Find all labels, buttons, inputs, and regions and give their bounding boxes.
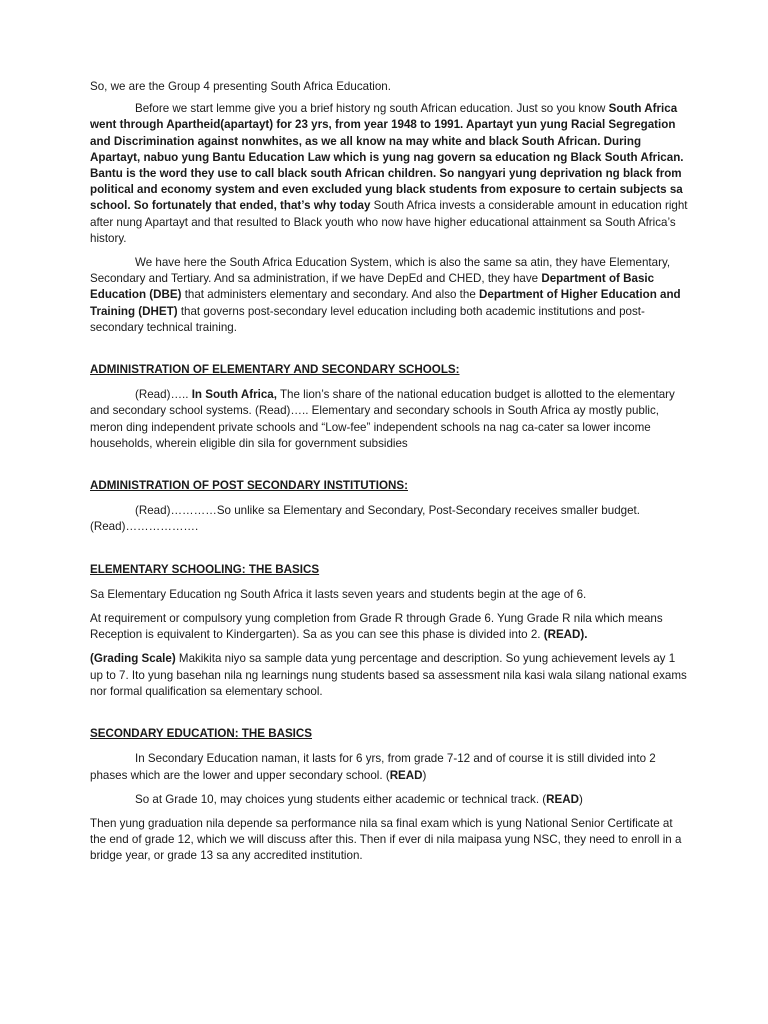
- intro-line: So, we are the Group 4 presenting South Africa Education.: [90, 80, 391, 93]
- heading-admin-post-secondary: ADMINISTRATION OF POST SECONDARY INSTITUTIONS:: [90, 479, 408, 493]
- heading-admin-elementary: ADMINISTRATION OF ELEMENTARY AND SECONDARY SCHOOLS:: [90, 363, 460, 377]
- grade10-paragraph: [90, 792, 688, 808]
- system-text-a: We have here the South Africa Education System, which is also the same sa atin, they have Elementary, Secondary and Tertiary. And sa administration, if we have DepEd and CHED, they have: [90, 256, 671, 286]
- grade10-text-a: So at Grade 10, may choices yung students either academic or technical track. (: [135, 792, 547, 806]
- system-paragraph: [90, 255, 688, 336]
- history-text-c: South Africa invests a considerable amount in education right after nung Apartayt and that resulted to Black youth who now have higher educational attainment sa South Africa’s history.: [90, 199, 688, 245]
- system-text-c: that administers elementary and secondary. And also the: [181, 288, 479, 302]
- system-text-e: that governs post-secondary level education including both academic institutions and post-secondary technical training.: [90, 304, 645, 334]
- requirement-text: At requirement or compulsory yung completion from Grade R through Grade 6. Yung Grade R nila which means Reception is equivalent to Kindergarten). Sa as you can see this phase is divided into 2.: [90, 612, 663, 642]
- admin-post-secondary-paragraph: (Read)…………So unlike sa Elementary and Secondary, Post-Secondary receives smaller budget. (Read)……………….: [90, 504, 640, 534]
- heading-elementary-basics: ELEMENTARY SCHOOLING: THE BASICS: [90, 562, 320, 576]
- history-text-a: Before we start lemme give you a brief history ng south African education. Just so you know: [135, 102, 609, 116]
- secondary-read-label: READ: [389, 768, 423, 782]
- grading-scale-label: (Grading Scale): [90, 652, 176, 666]
- grading-scale-text: Makikita niyo sa sample data yung percentage and description. So yung achievement levels ay 1 up to 7. Ito yung basehan nila ng learnings nung students based sa assessment nila kasi wala silang national exams nor formal qualification sa elementary school.: [90, 652, 687, 698]
- elementary-requirement-paragraph: [90, 611, 688, 643]
- admin-elem-text-c: The lion’s share of the national education budget is allotted to the elementary and secondary school systems. (Read)….. Elementary and secondary schools in South Africa ay mostly public, meron ding independent private schools and “Low-fee” independent schools na nag ca-cater sa lower income households, wherein eligible din sila for government subsidies: [90, 388, 675, 450]
- dhet-label: Department of Higher Education and Training (DHET): [90, 288, 681, 318]
- grading-scale-paragraph: [90, 651, 688, 700]
- secondary-duration-paragraph: [90, 751, 688, 783]
- elementary-duration-paragraph: Sa Elementary Education ng South Africa it lasts seven years and students begin at the age of 6.: [90, 587, 587, 601]
- grade10-read-label: READ: [546, 792, 579, 806]
- admin-elementary-paragraph: [90, 387, 688, 452]
- dbe-label: Department of Basic Education (DBE): [90, 272, 655, 302]
- history-paragraph: [90, 101, 688, 247]
- secondary-text-c: ): [422, 768, 427, 782]
- secondary-text-a: In Secondary Education naman, it lasts for 6 yrs, from grade 7-12 and of course it is still divided into 2 phases which are the lower and upper secondary school. (: [90, 752, 656, 782]
- history-text-bold: South Africa went through Apartheid(apartayt) for 23 yrs, from year 1948 to 1991. Apartayt yun yung Racial Segregation and Discrimination against nonwhites, as we all know na may white and black South African. During Apartayt, nabuo yung Bantu Education Law which is yung nag govern sa education ng Black South African. Bantu is the word they use to call black south African children. So nangyari yung deprivation ng black from political and economy system and even excluded yung black students from exposure to certain subjects sa school. So fortunately that ended, that’s why today: [90, 102, 684, 213]
- admin-elem-text-a: (Read)…..: [135, 388, 192, 402]
- grade10-text-c: ): [579, 792, 583, 806]
- admin-elem-text-bold: In South Africa,: [191, 388, 277, 402]
- heading-secondary-basics: SECONDARY EDUCATION: THE BASICS: [90, 727, 313, 741]
- requirement-read-label: (READ).: [543, 628, 588, 642]
- graduation-paragraph: Then yung graduation nila depende sa performance nila sa final exam which is yung National Senior Certificate at the end of grade 12, which we will discuss after this. Then if ever di nila maipasa yung NSC, they need to enroll in a bridge year, or grade 13 sa any accredited institution.: [90, 816, 682, 863]
